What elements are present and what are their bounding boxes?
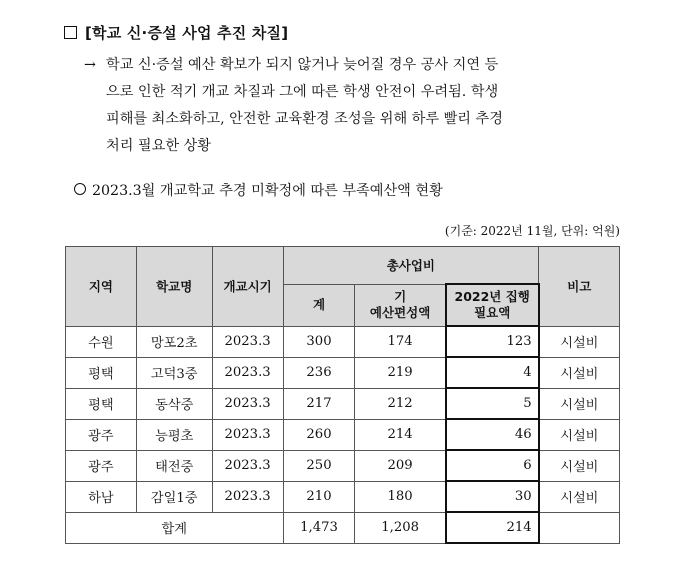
header-school: 학교명 xyxy=(136,247,212,327)
sum-prev: 1,208 xyxy=(355,512,446,543)
checkbox-square-icon xyxy=(64,26,77,39)
sum-need: 214 xyxy=(446,512,539,543)
budget-table xyxy=(65,246,620,544)
table-row: 수원 망포2초 2023.3 300 174 123 시설비 xyxy=(66,326,620,357)
arrow-icon: → xyxy=(84,57,96,73)
unit-note: (기준: 2022년 11월, 단위: 억원) xyxy=(444,224,620,238)
header-sub-need: 2022년 집행 필요액 xyxy=(446,284,539,326)
table-row: 광주 태전중 2023.3 250 209 6 시설비 xyxy=(66,450,620,481)
circle-bullet-icon xyxy=(74,183,86,195)
header-row xyxy=(66,247,620,285)
table-row: 평택 고덕3중 2023.3 236 219 4 시설비 xyxy=(66,357,620,388)
sum-total: 1,473 xyxy=(283,512,355,543)
table-row: 하남 감일1중 2023.3 210 180 30 시설비 xyxy=(66,481,620,512)
paragraph-line-2: 으로 인한 적기 개교 차질과 그에 따른 학생 안전이 우려됨. 학생 xyxy=(106,84,499,100)
header-open: 개교시기 xyxy=(212,247,283,327)
sum-note xyxy=(539,512,620,543)
header-sub-prev: 기 예산편성액 xyxy=(355,284,446,326)
table-caption: 2023.3월 개교학교 추경 미확정에 따른 부족예산액 현황 xyxy=(74,180,443,200)
description-paragraph xyxy=(84,52,624,160)
header-total-cost: 총사업비 xyxy=(283,247,539,285)
header-region: 지역 xyxy=(66,247,137,327)
sum-label: 합계 xyxy=(66,512,284,543)
paragraph-line-3: 피해를 최소화하고, 안전한 교육환경 조성을 위해 하루 빨리 추경 xyxy=(106,111,503,127)
table-row: 광주 능평초 2023.3 260 214 46 시설비 xyxy=(66,419,620,450)
header-sub-total: 계 xyxy=(283,284,355,326)
sum-row xyxy=(66,512,620,543)
section-heading xyxy=(64,22,288,43)
paragraph-line-4: 처리 필요한 상황 xyxy=(106,138,211,154)
header-note: 비고 xyxy=(539,247,620,327)
paragraph-line-1: → 학교 신·증설 예산 확보가 되지 않거나 늦어질 경우 공사 지연 등 xyxy=(84,52,624,79)
heading-text: [학교 신·증설 사업 추진 차질] xyxy=(85,24,289,42)
table-row: 평택 동삭중 2023.3 217 212 5 시설비 xyxy=(66,388,620,419)
